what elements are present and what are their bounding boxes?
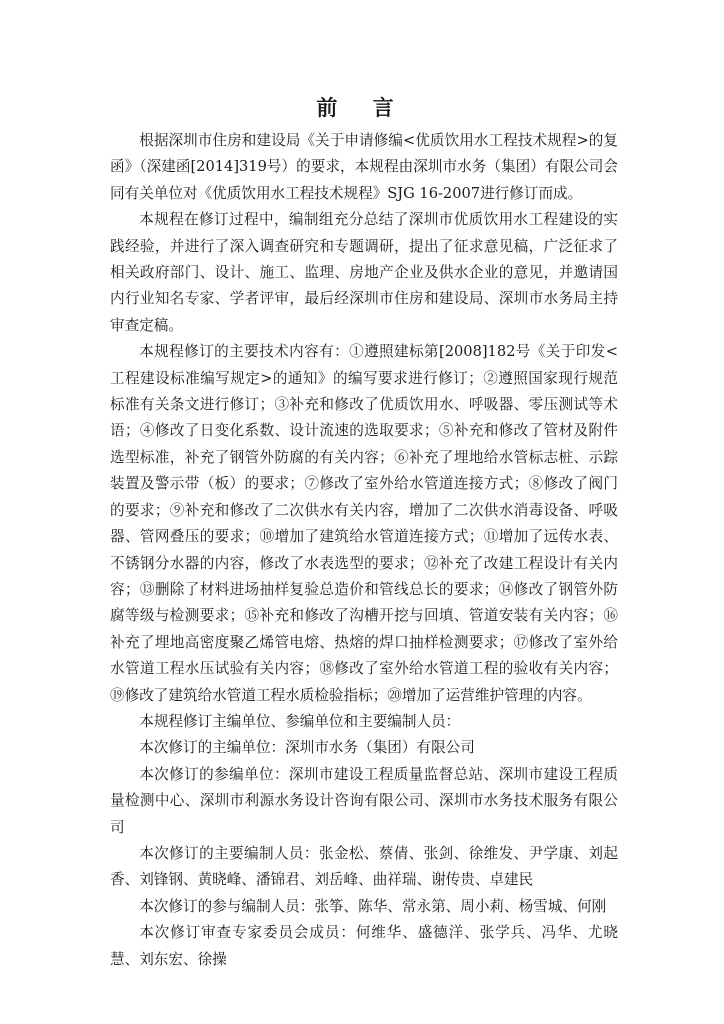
paragraph-process: 本规程在修订过程中，编制组充分总结了深圳市优质饮用水工程建设的实践经验，并进行了深入调查研究和专题调研，提出了征求意见稿，广泛征求了相关政府部门、设计、施工、监理、房地产企业及供水企业的意见，并邀请国内行业知名专家、学者评审，最后经深圳市住房和建设局、深圳市水务局主持审查定稿。 [110,211,618,334]
paragraph-chief-unit: 本次修订的主编单位：深圳市水务（集团）有限公司 [139,739,475,757]
paragraph-basis: 根据深圳市住房和建设局《关于申请修编<优质饮用水工程技术规程>的复函》（深建函[2014]319号）的要求，本规程由深圳市水务（集团）有限公司会同有关单位对《优质饮用水工程技术规程》SJG 16-2007进行修订而成。 [110,132,618,202]
page-title: 前 言 [316,96,408,120]
paragraph-participating-drafters: 本次修订的参与编制人员：张筝、陈华、常永第、周小莉、杨雪城、何刚 [139,897,607,915]
body-text [110,128,618,973]
paragraph-main-drafters: 本次修订的主要编制人员：张金松、蔡倩、张剑、徐维发、尹学康、刘起香、刘锋钢、黄晓峰、潘锦君、刘岳峰、曲祥瑞、谢传贵、卓建民 [110,844,618,889]
paragraph-participating-units: 本次修订的参编单位：深圳市建设工程质量监督总站、深圳市建设工程质量检测中心、深圳市利源水务设计咨询有限公司、深圳市水务技术服务有限公司 [110,765,618,836]
paragraph-units-intro: 本规程修订主编单位、参编单位和主要编制人员： [139,712,461,730]
paragraph-main-changes: 本规程修订的主要技术内容有：①遵照建标第[2008]182号《关于印发<工程建设标准编写规定>的通知》的编写要求进行修订；②遵照国家现行规范标准有关条文进行修订；③补充和修改了优质饮用水、呼吸器、零压测试等术语；④修改了日变化系数、设计流速的选取要求；⑤补充和修改了管材及附件选型标准，补充了钢管外防腐的有关内容；⑥补充了埋地给水管标志桩、示踪装置及警示带（板）的要求；⑦修改了室外给水管道连接方式；⑧修改了阀门的要求；⑨补充和修改了二次供水有关内容，增加了二次供水消毒设备、呼吸器、管网叠压的要求；⑩增加了建筑给水管道连接方式；⑪增加了远传水表、不锈钢分水器的内容，修改了水表选型的要求；⑫补充了改建工程设计有关内容；⑬删除了材料进场抽样复验总造价和管线总长的要求；⑭修改了钢管外防腐等级与检测要求；⑮补充和修改了沟槽开挖与回填、管道安装有关内容；⑯补充了埋地高密度聚乙烯管电熔、热熔的焊口抽样检测要求；⑰修改了室外给水管道工程水压试验有关内容；⑱修改了室外给水管道工程的验收有关内容；⑲修改了建筑给水管道工程水质检验指标；⑳增加了运营维护管理的内容。 [110,343,618,704]
paragraph-review-committee: 本次修订审查专家委员会成员：何维华、盛德洋、张学兵、冯华、尤晓慧、刘东宏、徐操 [110,924,618,968]
